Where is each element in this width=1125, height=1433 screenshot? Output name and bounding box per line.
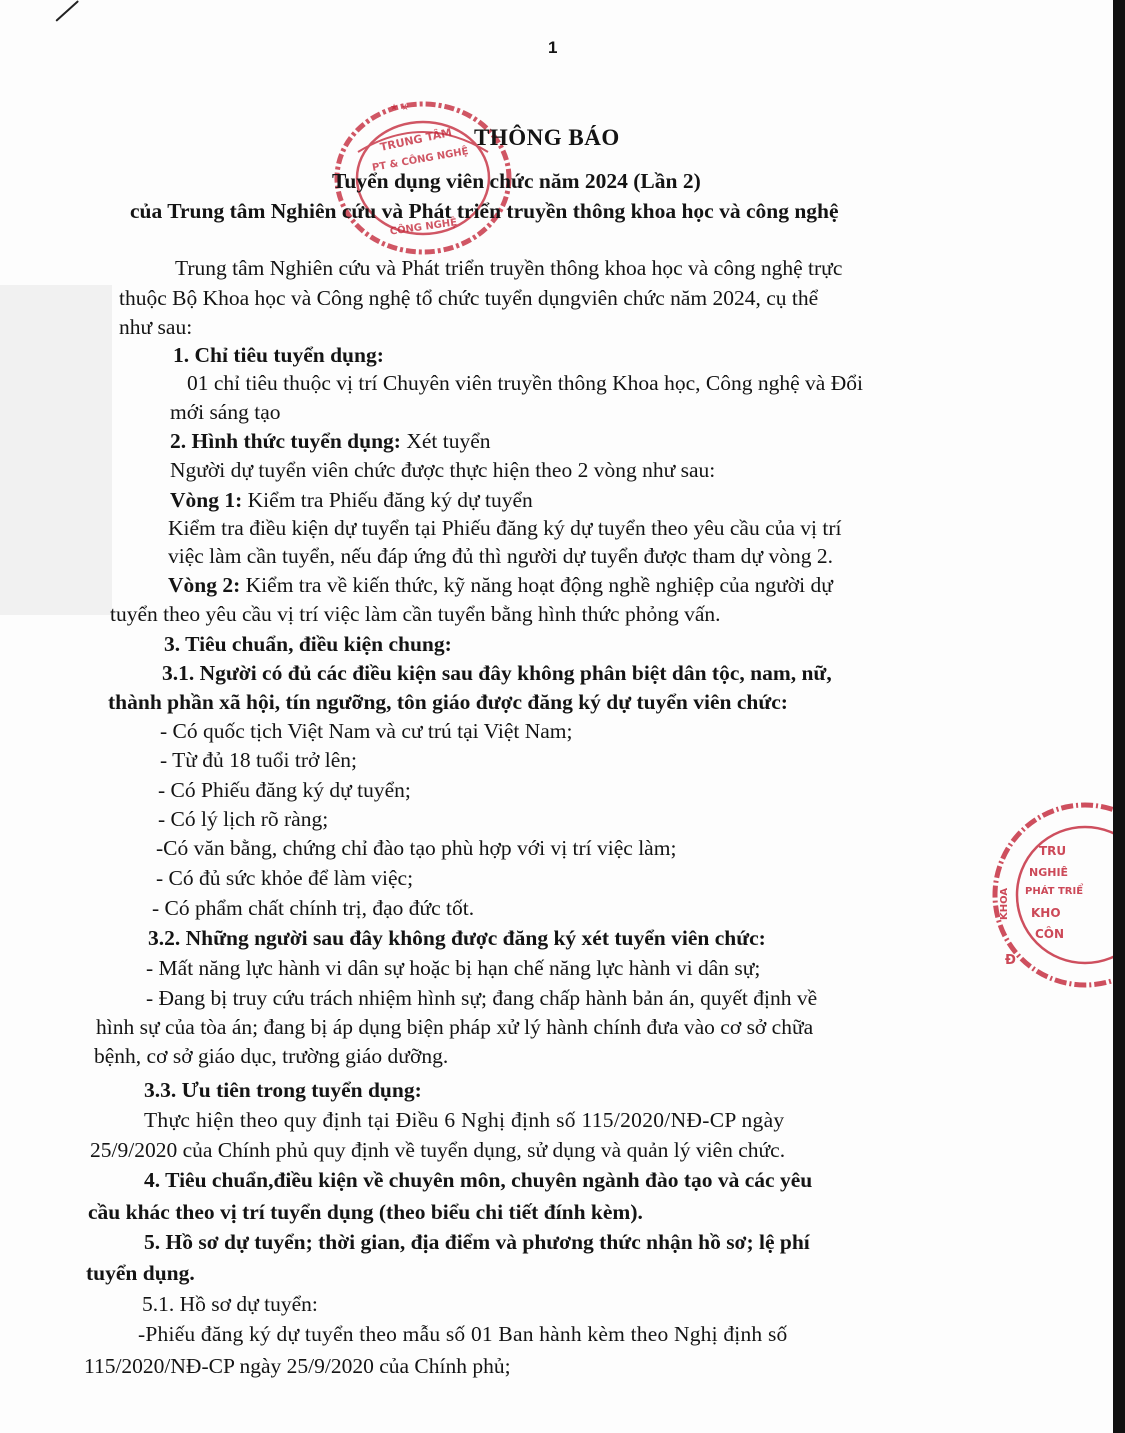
section-heading-2: 2. Hình thức tuyển dụng: (170, 429, 401, 453)
list-item: - Có lý lịch rõ ràng; (158, 807, 329, 831)
list-item: - Mất năng lực hành vi dân sự hoặc bị hạn chế năng lực hành vi dân sự; (146, 956, 761, 980)
doc-subtitle: Tuyển dụng viên chức năm 2024 (Lần 2) (332, 169, 701, 193)
round-2-text: Kiểm tra về kiến thức, kỹ năng hoạt động nghề nghiệp của người dự (240, 573, 833, 597)
section-heading-1: 1. Chỉ tiêu tuyển dụng: (173, 343, 384, 367)
section-heading-5-cont: tuyển dụng. (86, 1261, 195, 1285)
body-line: 01 chỉ tiêu thuộc vị trí Chuyên viên truyền thông Khoa học, Công nghệ và Đổi (187, 371, 863, 395)
right-stamp-text-7: Đ (1005, 953, 1016, 968)
list-item: - Có quốc tịch Việt Nam và cư trú tại Việt Nam; (160, 719, 573, 743)
body-line: -Phiếu đăng ký dự tuyển theo mẫu số 01 Ban hành kèm theo Nghị định số (138, 1322, 788, 1346)
right-stamp-text-6: KHOA (999, 887, 1010, 920)
list-item: - Có đủ sức khỏe để làm việc; (156, 866, 414, 890)
round-1-label: Vòng 1: (170, 488, 243, 512)
section-2-value: Xét tuyển (400, 429, 491, 453)
list-item: -Có văn bằng, chứng chỉ đào tạo phù hợp với vị trí việc làm; (156, 836, 677, 860)
section-heading-3-3: 3.3. Ưu tiên trong tuyển dụng: (144, 1078, 422, 1102)
list-item: - Có phẩm chất chính trị, đạo đức tốt. (152, 896, 475, 920)
right-stamp-text-5: CÔN (1035, 927, 1065, 941)
list-item: - Có Phiếu đăng ký dự tuyển; (158, 778, 411, 802)
round-1-text: Kiểm tra Phiếu đăng ký dự tuyển (242, 488, 533, 512)
body-line: tuyển theo yêu cầu vị trí việc làm cần tuyển bằng hình thức phỏng vấn. (110, 602, 721, 626)
top-stamp-star: ★ ★ (390, 103, 410, 113)
page-number: 1 (548, 38, 558, 57)
section-heading-4: 4. Tiêu chuẩn,điều kiện về chuyên môn, chuyên ngành đào tạo và các yêu (144, 1168, 813, 1192)
body-line: 25/9/2020 của Chính phủ quy định về tuyển dụng, sử dụng và quản lý viên chức. (90, 1138, 786, 1162)
body-line: hình sự của tòa án; đang bị áp dụng biện pháp xử lý hành chính đưa vào cơ sở chữa (96, 1015, 814, 1039)
body-line: Thực hiện theo quy định tại Điều 6 Nghị định số 115/2020/NĐ-CP ngày (144, 1108, 785, 1132)
doc-organization: của Trung tâm Nghiên cứu và Phát triển truyền thông khoa học và công nghệ (130, 199, 839, 223)
body-line: Người dự tuyển viên chức được thực hiện theo 2 vòng như sau: (170, 458, 716, 482)
section-heading-5-1: 5.1. Hồ sơ dự tuyển: (142, 1292, 318, 1316)
top-stamp-text-2: PT & CÔNG NGHỆ (371, 146, 470, 174)
top-stamp-text-1: TRUNG TÂM (378, 125, 454, 154)
section-heading-3-1-cont: thành phần xã hội, tín ngưỡng, tôn giáo được đăng ký dự tuyển viên chức: (108, 690, 788, 714)
right-stamp-text-3: PHÁT TRIỂ (1025, 886, 1084, 897)
scan-shadow (0, 285, 112, 615)
body-line: mới sáng tạo (170, 400, 281, 424)
doc-title: THÔNG BÁO (474, 125, 620, 150)
pen-mark (55, 0, 79, 22)
body-line: Trung tâm Nghiên cứu và Phát triển truyền thông khoa học và công nghệ trực (175, 256, 843, 280)
body-line: thuộc Bộ Khoa học và Công nghệ tổ chức tuyển dụngviên chức năm 2024, cụ thể (119, 286, 819, 310)
round-1-line (170, 486, 533, 514)
right-seal-stamp (985, 800, 1113, 990)
round-2-line (168, 571, 833, 599)
section-heading-2-line (170, 427, 491, 455)
right-stamp-text-1: TRU (1039, 844, 1067, 858)
body-line: Kiểm tra điều kiện dự tuyển tại Phiếu đăng ký dự tuyển theo yêu cầu của vị trí (168, 516, 842, 540)
section-heading-3-1: 3.1. Người có đủ các điều kiện sau đây không phân biệt dân tộc, nam, nữ, (162, 661, 832, 685)
list-item: - Từ đủ 18 tuổi trở lên; (160, 748, 357, 772)
list-item: - Đang bị truy cứu trách nhiệm hình sự; đang chấp hành bản án, quyết định về (146, 986, 818, 1010)
body-line: 115/2020/NĐ-CP ngày 25/9/2020 của Chính phủ; (84, 1354, 511, 1378)
right-stamp-text-2: NGHIÊ (1029, 866, 1069, 879)
section-heading-3-2: 3.2. Những người sau đây không được đăng ký xét tuyển viên chức: (148, 926, 766, 950)
body-line: bệnh, cơ sở giáo dục, trường giáo dưỡng. (94, 1044, 449, 1068)
section-heading-3: 3. Tiêu chuẩn, điều kiện chung: (164, 632, 452, 656)
body-line: việc làm cần tuyển, nếu đáp ứng đủ thì người dự tuyển được tham dự vòng 2. (168, 544, 833, 568)
top-stamp-text-3: CÔNG NGHỆ (389, 217, 458, 238)
round-2-label: Vòng 2: (168, 573, 241, 597)
section-heading-4-cont: cầu khác theo vị trí tuyển dụng (theo biểu chi tiết đính kèm). (88, 1200, 643, 1224)
body-line: như sau: (119, 315, 193, 339)
section-heading-5: 5. Hồ sơ dự tuyển; thời gian, địa điểm và phương thức nhận hồ sơ; lệ phí (144, 1230, 810, 1254)
right-stamp-text-4: KHO (1031, 906, 1061, 920)
scan-edge (1113, 0, 1125, 1433)
